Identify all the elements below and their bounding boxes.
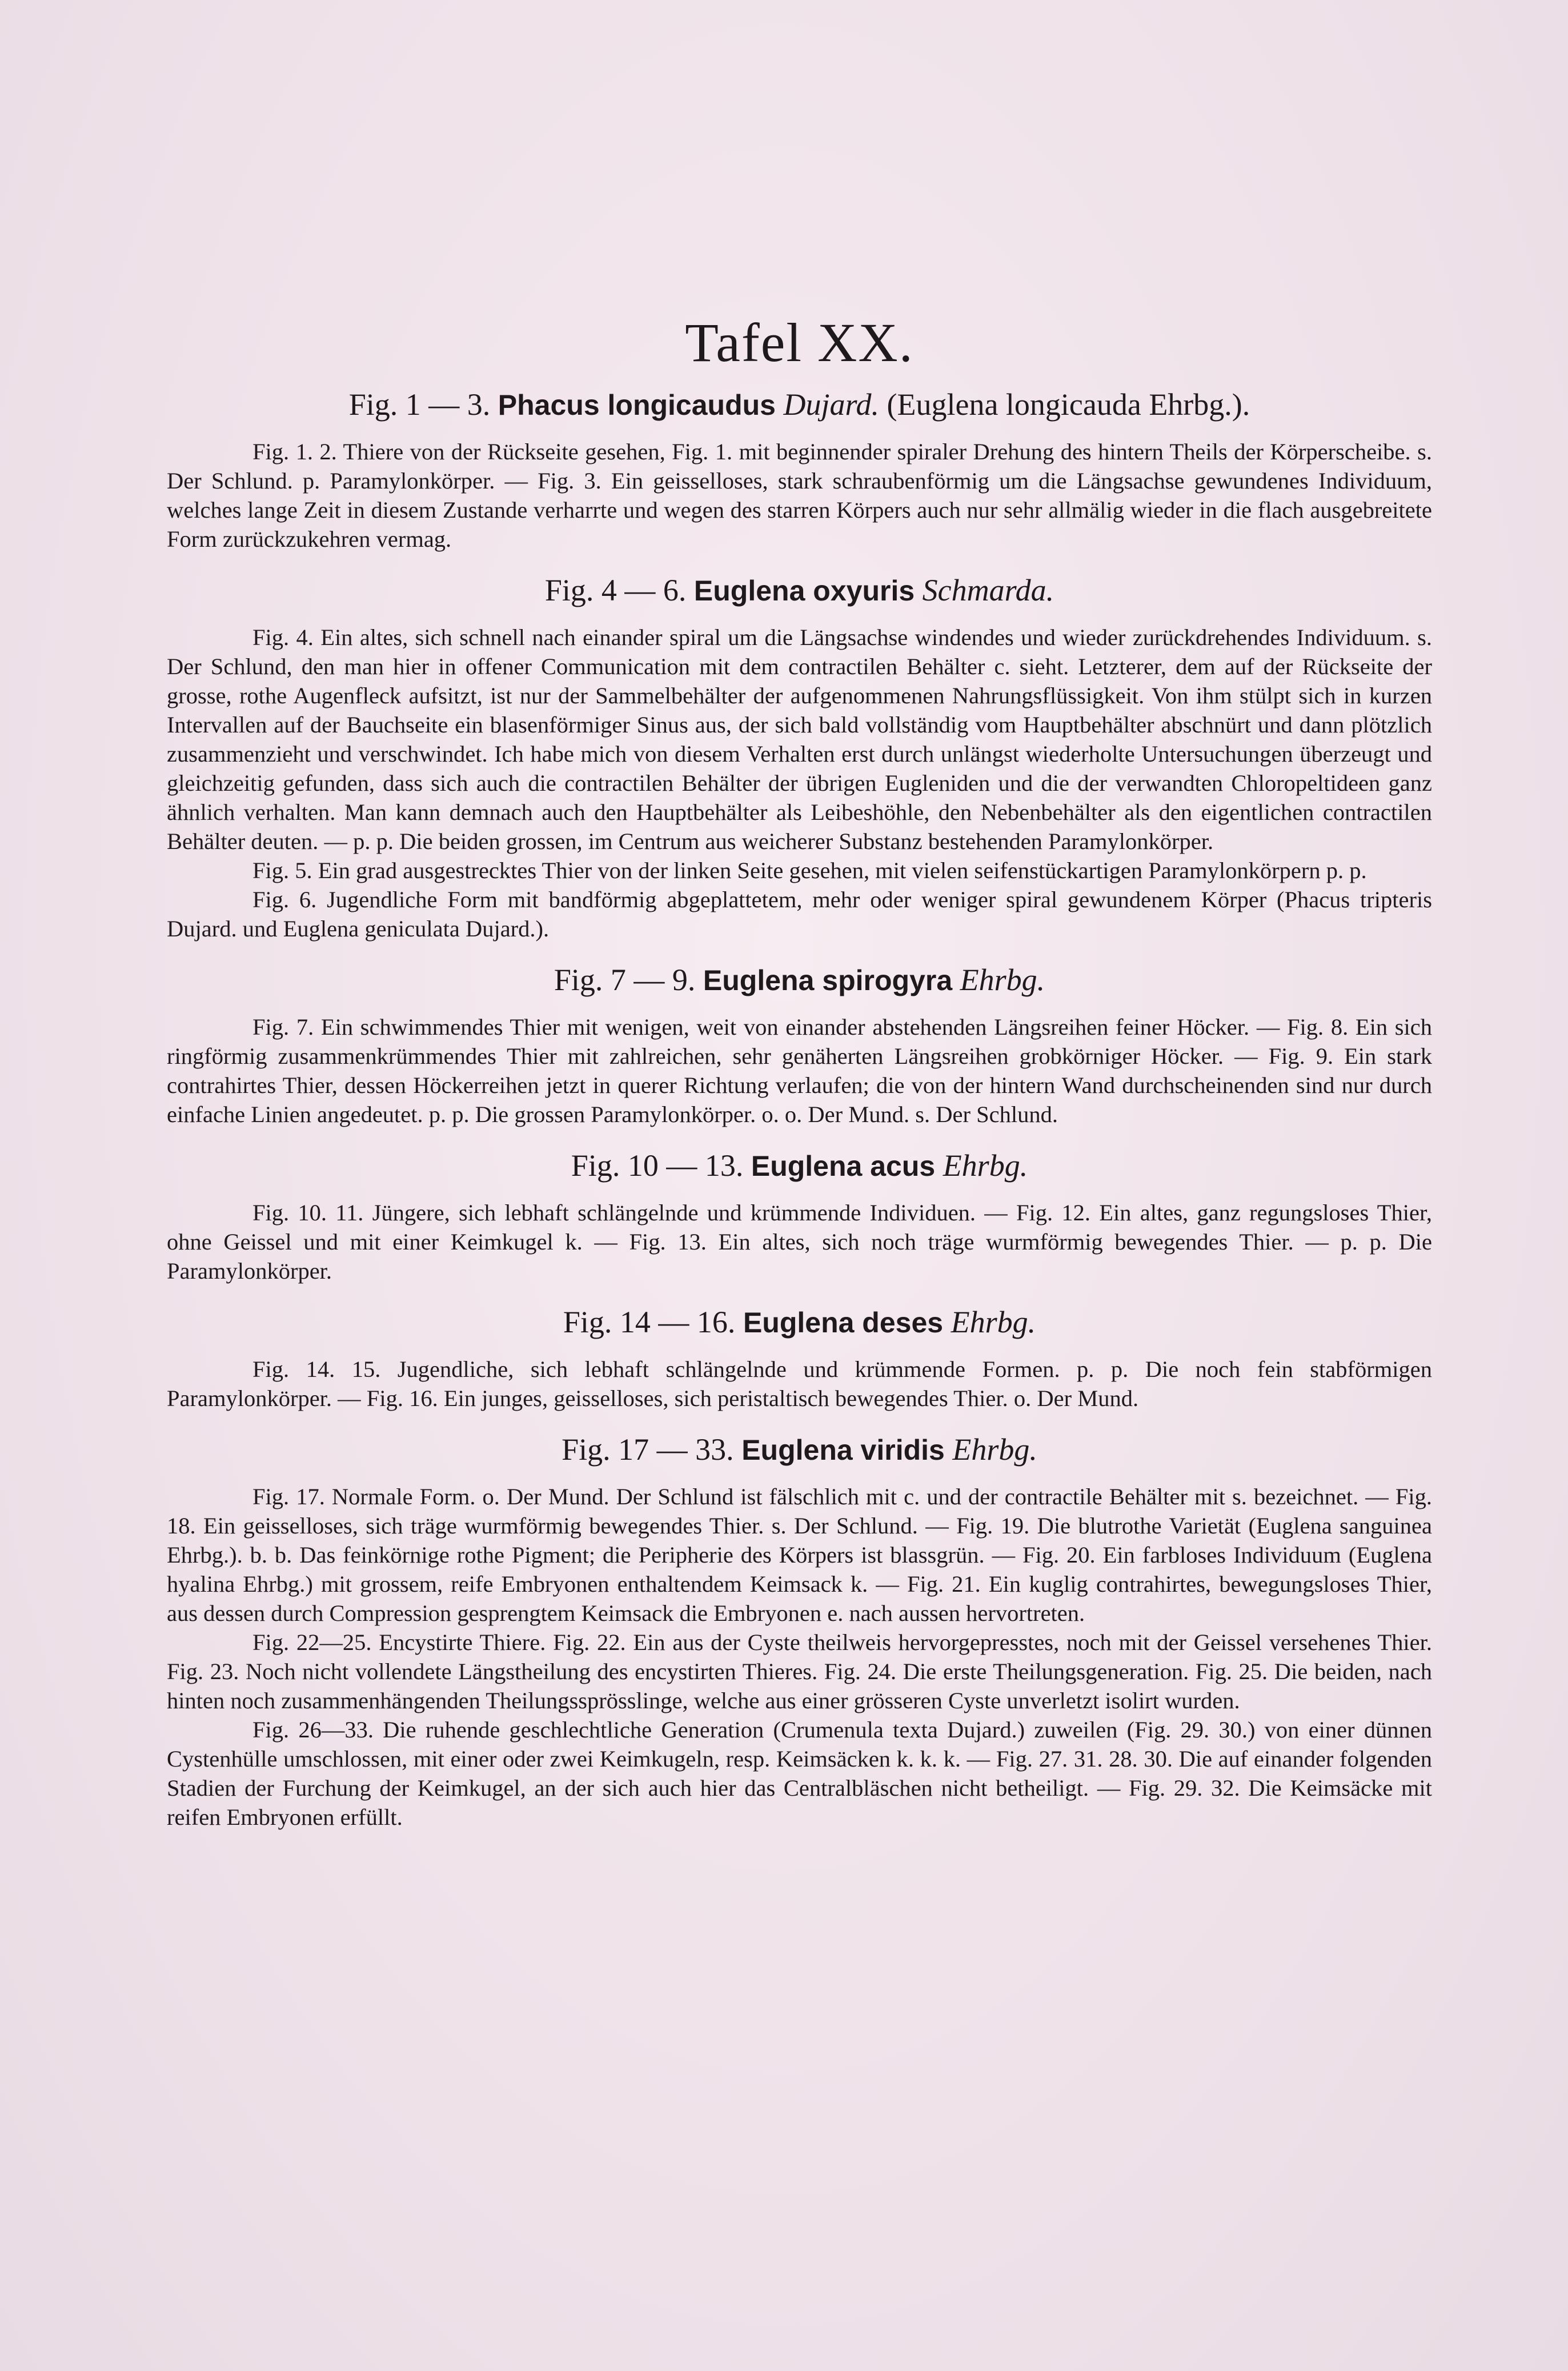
- description-paragraph: Fig. 5. Ein grad ausgestrecktes Thier von der linken Seite gesehen, mit vielen seifenstückartigen Paramylonkörpern p. p.: [252, 858, 1367, 883]
- species-name: Phacus longicaudus: [498, 389, 776, 421]
- section-heading: [167, 1430, 1432, 1469]
- description-paragraph: Fig. 26—33. Die ruhende geschlechtliche Generation (Crumenula texta Dujard.) zuweilen (Fig. 29. 30.) von einer dünnen Cystenhülle umschlossen, mit einer oder zwei Keimkugeln, resp. Keimsäcken k. k. k. — Fig. 27. 31. 28. 30. Die auf einander folgenden Stadien der Furchung der Keimkugel, an der sich auch hier das Centralbläschen nicht betheiligt. — Fig. 29. 32. Die Keimsäcke mit reifen Embryonen erfüllt.: [167, 1717, 1432, 1830]
- plate-section: [167, 1303, 1432, 1413]
- species-name: Euglena spirogyra: [703, 964, 953, 996]
- species-name: Euglena viridis: [741, 1434, 945, 1466]
- description-paragraph: Fig. 14. 15. Jugendliche, sich lebhaft schlängelnde und krümmende Formen. p. p. Die noch fein stabförmigen Paramylonkörper. — Fig. 16. Ein junges, geisselloses, sich peristaltisch bewegendes Thier. o. Der Mund.: [167, 1356, 1432, 1411]
- plate-section: [167, 960, 1432, 1129]
- species-author: Dujard.: [775, 387, 879, 422]
- description-paragraph: Fig. 17. Normale Form. o. Der Mund. Der Schlund ist fälschlich mit c. und der contractile Behälter mit s. bezeichnet. — Fig. 18. Ein geisselloses, sich träge wurmförmig bewegendes Thier. s. Der Schlund. — Fig. 19. Die blutrothe Varietät (Euglena sanguinea Ehrbg.). b. b. Das feinkörnige rothe Pigment; die Peripherie des Körpers ist blassgrün. — Fig. 20. Ein farbloses Individuum (Euglena hyalina Ehrbg.) mit grossem, reife Embryonen enthaltendem Keimsack k. — Fig. 21. Ein kuglig contrahirtes, bewegungsloses Thier, aus dessen durch Compression gesprengtem Keimsack die Embryonen e. nach aussen hervortreten.: [167, 1484, 1432, 1626]
- description-paragraph: Fig. 4. Ein altes, sich schnell nach einander spiral um die Längsachse windendes und wieder zurückdrehendes Individuum. s. Der Schlund, den man hier in offener Communication mit dem contractilen Behälter c. sieht. Letzterer, dem auf der Rückseite der grosse, rothe Augenfleck aufsitzt, ist nur der Sammelbehälter der aufgenommenen Nahrungsflüssigkeit. Von ihm stülpt sich in kurzen Intervallen auf der Bauchseite ein blasenförmiger Sinus aus, der sich bald vollständig vom Hauptbehälter abschnürt und dann plötzlich zusammenzieht und verschwindet. Ich habe mich von diesem Verhalten erst durch unlängst wiederholte Untersuchungen überzeugt und gleichzeitig gefunden, dass sich auch die contractilen Behälter der übrigen Eugleniden und die der verwandten Chloropeltideen ganz ähnlich verhalten. Man kann demnach auch den Hauptbehälter als Leibeshöhle, den Nebenbehälter als den eigentlichen contractilen Behälter deuten. — p. p. Die beiden grossen, im Centrum aus weicherer Substanz bestehenden Paramylonkörper.: [167, 624, 1432, 854]
- text-column: [167, 309, 1432, 1849]
- description-paragraph: Fig. 1. 2. Thiere von der Rückseite gesehen, Fig. 1. mit beginnender spiraler Drehung des hintern Theils der Körperscheibe. s. Der Schlund. p. Paramylonkörper. — Fig. 3. Ein geisselloses, stark schraubenförmig um die Längsachse gewundenes Individuum, welches lange Zeit in diesem Zustande verharrte und wegen des starren Körpers auch nur sehr allmälig wieder in die flach ausgebreitete Form zurückzukehren vermag.: [167, 439, 1432, 552]
- species-name: Euglena acus: [751, 1150, 936, 1182]
- section-heading: [167, 1303, 1432, 1342]
- species-author: Schmarda.: [915, 573, 1054, 607]
- figure-range: Fig. 7 — 9.: [554, 963, 703, 997]
- species-author: Ehrbg.: [935, 1148, 1028, 1183]
- description-paragraph: Fig. 22—25. Encystirte Thiere. Fig. 22. Ein aus der Cyste theilweis hervorgepresstes, noch mit der Geissel versehenes Thier. Fig. 23. Noch nicht vollendete Längstheilung des encystirten Thieres. Fig. 24. Die erste Theilungsgeneration. Fig. 25. Die beiden, nach hinten noch zusammenhängenden Theilungssprösslinge, welche aus einer grösseren Cyste unverletzt isolirt wurden.: [167, 1629, 1432, 1713]
- section-heading: [167, 960, 1432, 1000]
- species-name: Euglena deses: [743, 1307, 944, 1339]
- section-heading: [167, 1146, 1432, 1186]
- plate-section: [167, 1430, 1432, 1832]
- species-author: Ehrbg.: [944, 1432, 1037, 1467]
- figure-range: Fig. 17 — 33.: [562, 1432, 742, 1467]
- figure-range: Fig. 4 — 6.: [544, 573, 694, 607]
- figure-range: Fig. 14 — 16.: [563, 1305, 743, 1339]
- plate-section: [167, 571, 1432, 943]
- description-paragraph: Fig. 6. Jugendliche Form mit bandförmig abgeplattetem, mehr oder weniger spiral gewundenem Körper (Phacus tripteris Dujard. und Euglena geniculata Dujard.).: [167, 887, 1432, 942]
- sections-container: [167, 385, 1432, 1832]
- species-name: Euglena oxyuris: [693, 575, 915, 607]
- figure-range: Fig. 10 — 13.: [571, 1148, 751, 1183]
- synonym: (Euglena longicauda Ehrbg.).: [879, 387, 1250, 422]
- section-heading: [167, 385, 1432, 424]
- plate-section: [167, 1146, 1432, 1285]
- species-author: Ehrbg.: [952, 963, 1045, 997]
- figure-range: Fig. 1 — 3.: [348, 387, 498, 422]
- description-paragraph: Fig. 10. 11. Jüngere, sich lebhaft schlängelnde und krümmende Individuen. — Fig. 12. Ein altes, ganz regungsloses Thier, ohne Geissel und mit einer Keimkugel k. — Fig. 13. Ein altes, sich noch träge wurmförmig bewegendes Thier. — p. p. Die Paramylonkörper.: [167, 1200, 1432, 1284]
- species-author: Ehrbg.: [943, 1305, 1036, 1339]
- description-paragraph: Fig. 7. Ein schwimmendes Thier mit wenigen, weit von einander abstehenden Längsreihen feiner Höcker. — Fig. 8. Ein sich ringförmig zusammenkrümmendes Thier mit zahlreichen, sehr genäherten Längsreihen grobkörniger Höcker. — Fig. 9. Ein stark contrahirtes Thier, dessen Höckerreihen jetzt in querer Richtung verlaufen; die von der hintern Wand durchscheinenden sind nur durch einfache Linien angedeutet. p. p. Die grossen Paramylonkörper. o. o. Der Mund. s. Der Schlund.: [167, 1014, 1432, 1127]
- plate-title: Tafel XX.: [685, 312, 914, 373]
- section-heading: [167, 571, 1432, 610]
- plate-section: [167, 385, 1432, 554]
